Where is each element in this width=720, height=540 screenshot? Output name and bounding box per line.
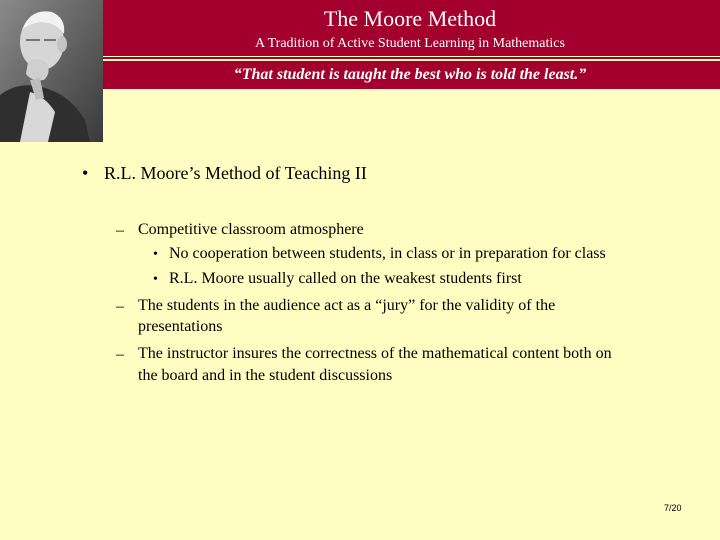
dash-marker: – xyxy=(116,346,124,363)
list-item: Competitive classroom atmosphere xyxy=(138,221,364,238)
list-item-line: The students in the audience act as a “jury” for the validity of the xyxy=(138,297,556,314)
section-heading: R.L. Moore’s Method of Teaching II xyxy=(104,163,367,183)
sub-bullet-marker: • xyxy=(153,272,158,287)
header-quote: “That student is taught the best who is told the least.” xyxy=(233,66,587,83)
dash-marker: – xyxy=(116,222,124,239)
page-number: 7/20 xyxy=(664,503,682,513)
list-item-line: the board and in the student discussions xyxy=(138,367,393,384)
slide-title: The Moore Method xyxy=(323,6,497,31)
dash-marker: – xyxy=(116,298,124,315)
slide-subtitle: A Tradition of Active Student Learning in Mathematics xyxy=(255,36,565,51)
sub-bullet-marker: • xyxy=(153,247,158,262)
sub-list-item: R.L. Moore usually called on the weakest students first xyxy=(169,270,522,287)
bullet-marker: • xyxy=(82,163,89,183)
list-item-line: The instructor insures the correctness of the mathematical content both on xyxy=(138,345,612,362)
list-item-line: presentations xyxy=(138,318,223,335)
sub-list-item: No cooperation between students, in class or in preparation for class xyxy=(169,245,606,262)
